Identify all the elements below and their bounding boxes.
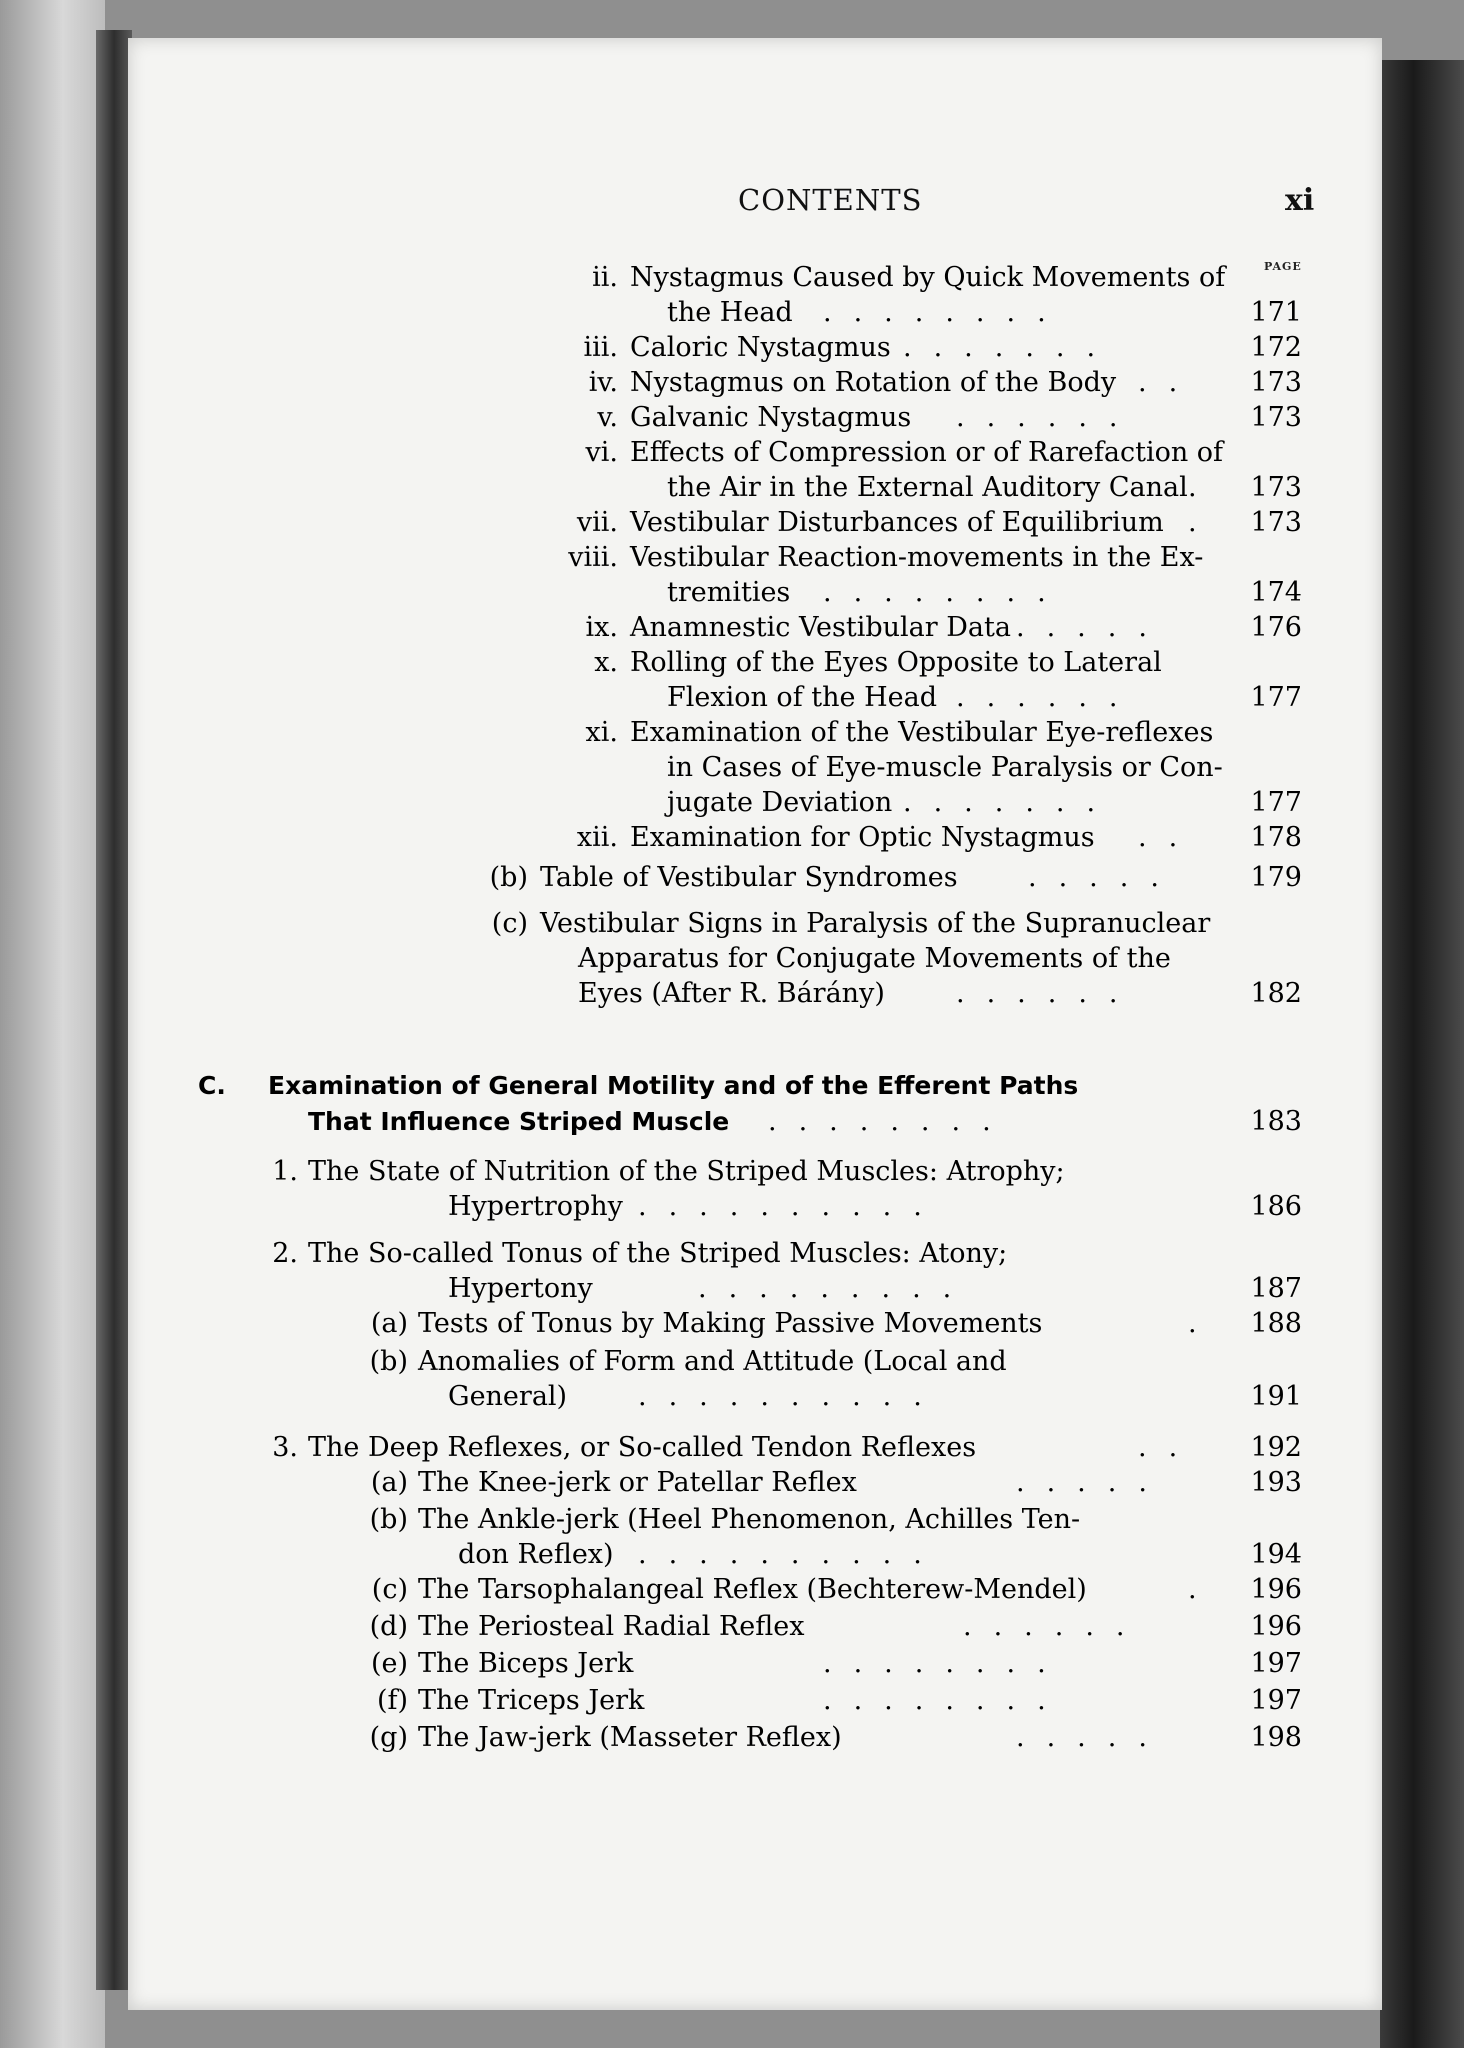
book-page [128, 38, 1382, 2010]
leader-dots: ..... [1016, 1467, 1169, 1498]
entry-number: ix. [585, 612, 618, 643]
entry-page: 171 [1250, 297, 1302, 328]
entry-page: 177 [1250, 682, 1302, 713]
entry-page: 186 [1250, 1191, 1302, 1222]
entry-page: 197 [1250, 1648, 1302, 1679]
leader-dots: ........ [823, 577, 1068, 608]
entry-number: x. [594, 647, 618, 678]
entry-title-line: General) [448, 1381, 568, 1412]
section-title-line: Examination of General Motility and of the Efferent Paths [268, 1071, 1079, 1100]
entry-number: viii. [568, 542, 618, 573]
leader-dots: ..... [1016, 612, 1169, 643]
entry-number: (b) [369, 1504, 408, 1535]
entry-page: 177 [1250, 787, 1302, 818]
entry-page: 192 [1250, 1432, 1302, 1463]
entry-title-line: don Reflex) [458, 1539, 614, 1570]
entry-page: 179 [1250, 862, 1302, 893]
leader-dots: . [1188, 507, 1219, 538]
entry-title-line: Examination of the Vestibular Eye-reflexes [630, 717, 1214, 748]
entry-number: (a) [370, 1467, 408, 1498]
leader-dots: .. [1138, 367, 1200, 398]
entry-page: 173 [1250, 367, 1302, 398]
entry-title-line: Caloric Nystagmus [630, 332, 891, 363]
entry-title-line: The Triceps Jerk [418, 1685, 645, 1716]
entry-title-line: Nystagmus Caused by Quick Movements of [630, 262, 1226, 293]
entry-number: xi. [585, 717, 618, 748]
entry-title-line: The Ankle-jerk (Heel Phenomenon, Achilles Ten- [418, 1504, 1081, 1535]
leader-dots: .......... [638, 1381, 944, 1412]
entry-title-line: Tests of Tonus by Making Passive Movements [418, 1308, 1043, 1339]
leader-dots: ....... [903, 332, 1118, 363]
entry-page: 194 [1250, 1539, 1302, 1570]
page-edge-stack [1380, 60, 1464, 2048]
entry-title-line: Hypertrophy [448, 1191, 623, 1222]
entry-title-line: in Cases of Eye-muscle Paralysis or Con- [667, 752, 1223, 783]
leader-dots: ........ [823, 1648, 1068, 1679]
entry-title-line: The Periosteal Radial Reflex [418, 1611, 805, 1642]
entry-title-line: The Biceps Jerk [418, 1648, 634, 1679]
entry-page: 174 [1250, 577, 1302, 608]
entry-title-line: tremities [667, 577, 791, 608]
entry-page: 178 [1250, 822, 1302, 853]
section-title-line: That Influence Striped Muscle [308, 1107, 730, 1136]
entry-page: 187 [1250, 1273, 1302, 1304]
leader-dots: ........ [823, 1685, 1068, 1716]
entry-number: 2. [272, 1238, 298, 1269]
entry-page: 196 [1250, 1611, 1302, 1642]
leader-dots: ..... [1028, 862, 1181, 893]
leader-dots: .......... [638, 1191, 944, 1222]
entry-page: 193 [1250, 1467, 1302, 1498]
leader-dots: ...... [956, 402, 1140, 433]
scan-left-margin [0, 0, 105, 2048]
book-spine-shadow [96, 30, 132, 1990]
leader-dots: ........ [768, 1106, 1013, 1137]
entry-page: 197 [1250, 1685, 1302, 1716]
entry-number: iii. [583, 332, 618, 363]
entry-page: 196 [1250, 1574, 1302, 1605]
entry-title-line: Hypertony [448, 1273, 593, 1304]
leader-dots: ..... [1016, 1722, 1169, 1753]
entry-title-line: Anamnestic Vestibular Data [630, 612, 1011, 643]
entry-page: 173 [1250, 402, 1302, 433]
entry-title-line: Apparatus for Conjugate Movements of the [578, 943, 1171, 974]
entry-number: vii. [576, 507, 618, 538]
leader-dots: ...... [956, 682, 1140, 713]
leader-dots: .......... [638, 1539, 944, 1570]
leader-dots: ....... [903, 787, 1118, 818]
entry-title-line: Table of Vestibular Syndromes [540, 862, 958, 893]
entry-page: 173 [1250, 507, 1302, 538]
leader-dots: . [1188, 472, 1219, 503]
entry-number: xii. [576, 822, 618, 853]
entry-title-line: The Knee-jerk or Patellar Reflex [418, 1467, 857, 1498]
entry-page: 172 [1250, 332, 1302, 363]
entry-number: (e) [370, 1648, 408, 1679]
entry-title-line: Galvanic Nystagmus [630, 402, 912, 433]
entry-title-line: jugate Deviation [667, 787, 893, 818]
entry-number: iv. [588, 367, 618, 398]
entry-number: (f) [376, 1685, 408, 1716]
leader-dots: ...... [963, 1611, 1147, 1642]
entry-number: ii. [592, 262, 618, 293]
entry-title-line: Eyes (After R. Bárány) [578, 978, 885, 1009]
page-column-label: PAGE [1264, 260, 1302, 273]
entry-page: 191 [1250, 1381, 1302, 1412]
entry-number: (b) [489, 862, 528, 893]
leader-dots: . [1188, 1574, 1219, 1605]
entry-number: 3. [272, 1432, 298, 1463]
entry-page: 198 [1250, 1722, 1302, 1753]
entry-title-line: The Jaw-jerk (Masseter Reflex) [418, 1722, 842, 1753]
leader-dots: ......... [698, 1273, 974, 1304]
leader-dots: . [1188, 1308, 1219, 1339]
entry-title-line: Vestibular Signs in Paralysis of the Supranuclear [540, 908, 1211, 939]
entry-title-line: Effects of Compression or of Rarefaction of [630, 437, 1224, 468]
entry-title-line: Vestibular Reaction-movements in the Ex- [630, 542, 1204, 573]
entry-title-line: Flexion of the Head [667, 682, 937, 713]
section-letter: C. [198, 1071, 226, 1100]
entry-page: 188 [1250, 1308, 1302, 1339]
entry-number: (a) [370, 1308, 408, 1339]
entry-page: 182 [1250, 978, 1302, 1009]
entry-title-line: The State of Nutrition of the Striped Muscles: Atrophy; [308, 1156, 1065, 1187]
running-head-page-number: xi [1285, 183, 1315, 218]
leader-dots: .. [1138, 1432, 1200, 1463]
entry-number: (b) [369, 1346, 408, 1377]
entry-page: 173 [1250, 472, 1302, 503]
leader-dots: ...... [956, 978, 1140, 1009]
entry-number: vi. [585, 437, 618, 468]
running-head-title: CONTENTS [738, 183, 923, 217]
entry-title-line: the Air in the External Auditory Canal [667, 472, 1188, 503]
entry-title-line: Anomalies of Form and Attitude (Local and [418, 1346, 1007, 1377]
entry-title-line: The Deep Reflexes, or So-called Tendon Reflexes [308, 1432, 977, 1463]
entry-number: (d) [369, 1611, 408, 1642]
entry-number: v. [597, 402, 618, 433]
entry-number: (c) [491, 908, 528, 939]
entry-page: 176 [1250, 612, 1302, 643]
entry-title-line: The Tarsophalangeal Reflex (Bechterew-Mendel) [418, 1574, 1087, 1605]
entry-title-line: Vestibular Disturbances of Equilibrium [630, 507, 1164, 538]
entry-title-line: Rolling of the Eyes Opposite to Lateral [630, 647, 1162, 678]
entry-number: 1. [272, 1156, 298, 1187]
entry-number: (g) [369, 1722, 408, 1753]
leader-dots: .. [1138, 822, 1200, 853]
entry-number: (c) [371, 1574, 408, 1605]
entry-page: 183 [1250, 1106, 1302, 1137]
entry-title-line: Examination for Optic Nystagmus [630, 822, 1095, 853]
entry-title-line: Nystagmus on Rotation of the Body [630, 367, 1117, 398]
entry-title-line: the Head [667, 297, 793, 328]
entry-title-line: The So-called Tonus of the Striped Muscles: Atony; [308, 1238, 1008, 1269]
leader-dots: ........ [823, 297, 1068, 328]
